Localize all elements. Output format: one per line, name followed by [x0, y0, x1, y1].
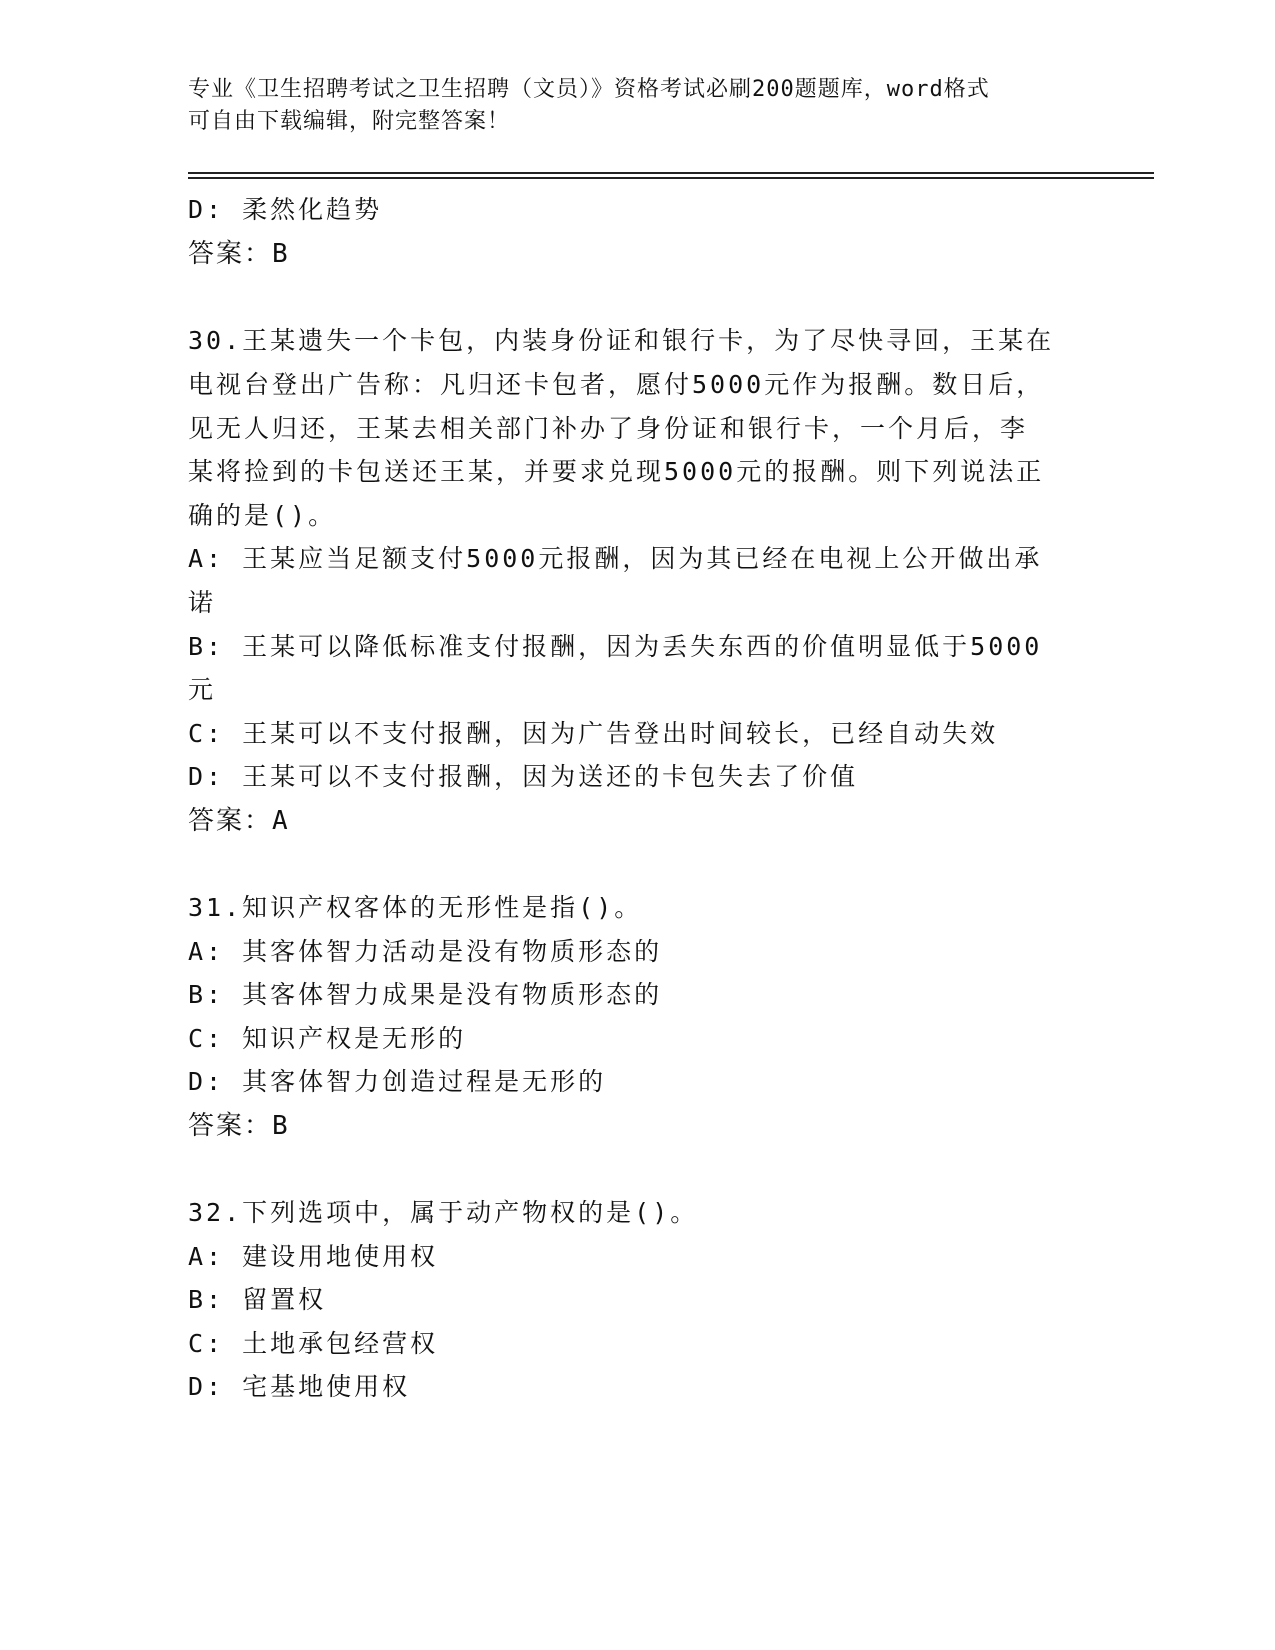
q30-option-a-line1: A: 王某应当足额支付5000元报酬，因为其已经在电视上公开做出承 [188, 544, 1043, 573]
q31-option-a: A: 其客体智力活动是没有物质形态的 [188, 937, 663, 966]
q30-option-d: D: 王某可以不支付报酬，因为送还的卡包失去了价值 [188, 762, 859, 791]
q31-option-b: B: 其客体智力成果是没有物质形态的 [188, 980, 663, 1009]
q32-option-a: A: 建设用地使用权 [188, 1242, 439, 1271]
q31-answer: 答案：B [188, 1111, 290, 1141]
q30-option-c: C: 王某可以不支付报酬，因为广告登出时间较长，已经自动失效 [188, 719, 999, 748]
q32-option-c: C: 土地承包经营权 [188, 1329, 439, 1358]
q30-stem-line4: 某将捡到的卡包送还王某，并要求兑现5000元的报酬。则下列说法正 [188, 457, 1045, 486]
q32-option-b: B: 留置权 [188, 1285, 327, 1314]
prev-answer: 答案：B [188, 239, 290, 269]
prev-option-d: D: 柔然化趋势 [188, 195, 383, 224]
q30-stem-line5: 确的是()。 [188, 501, 337, 530]
q30-stem-line2: 电视台登出广告称：凡归还卡包者，愿付5000元作为报酬。数日后， [188, 370, 1045, 399]
header-rule-top [188, 172, 1154, 174]
q32-stem: 32.下列选项中，属于动产物权的是()。 [188, 1198, 699, 1227]
q30-answer: 答案：A [188, 806, 290, 836]
q30-option-b-line1: B: 王某可以降低标准支付报酬，因为丢失东西的价值明显低于5000 [188, 632, 1043, 661]
q30-option-b-line2: 元 [188, 675, 217, 704]
q30-option-a-line2: 诺 [188, 588, 217, 617]
header-title-line2: 可自由下载编辑，附完整答案！ [188, 109, 511, 134]
q31-stem: 31.知识产权客体的无形性是指()。 [188, 893, 643, 922]
q30-stem-line1: 30.王某遗失一个卡包，内装身份证和银行卡，为了尽快寻回，王某在 [188, 326, 1055, 355]
document-header [188, 74, 1068, 138]
q31-option-c: C: 知识产权是无形的 [188, 1024, 467, 1053]
q30-stem-line3: 见无人归还，王某去相关部门补办了身份证和银行卡，一个月后，李 [188, 414, 1029, 443]
header-title-line1: 专业《卫生招聘考试之卫生招聘（文员）》资格考试必刷200题题库，word格式 [188, 77, 990, 102]
q31-option-d: D: 其客体智力创造过程是无形的 [188, 1067, 607, 1096]
header-rule-bottom [188, 177, 1154, 179]
q32-option-d: D: 宅基地使用权 [188, 1372, 411, 1401]
